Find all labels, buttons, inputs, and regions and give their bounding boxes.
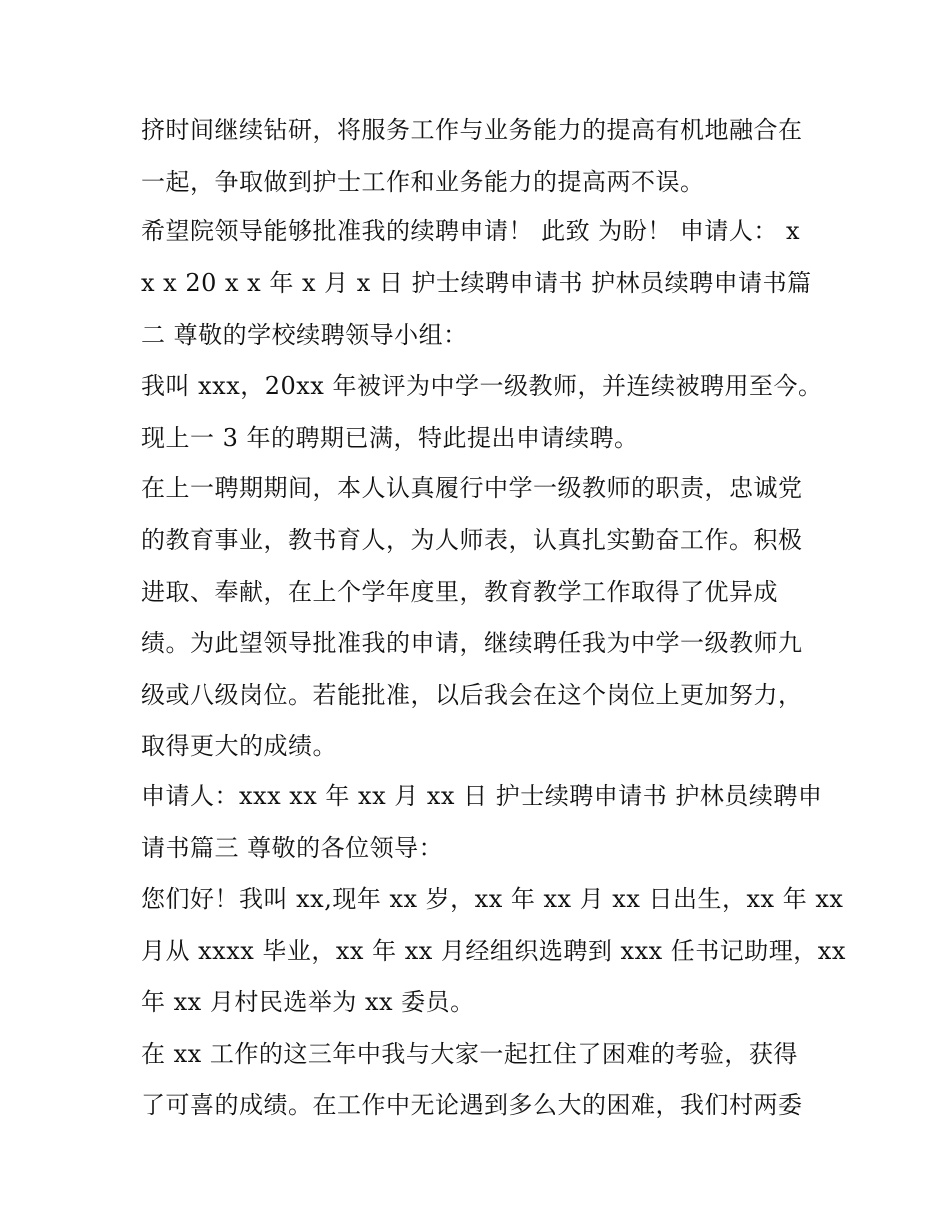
text-line: 在 xx 工作的这三年中我与大家一起扛住了困难的考验，获得 [141, 1040, 798, 1068]
text-line: 挤时间继续钻研，将服务工作与业务能力的提高有机地融合在 [141, 116, 803, 144]
text-line: 取得更大的成绩。 [141, 732, 337, 760]
text-line: 请书篇三 尊敬的各位领导： [141, 834, 444, 862]
text-line: 在上一聘期期间，本人认真履行中学一级教师的职责，忠诚党 [141, 474, 803, 502]
text-line: 您们好！我叫 xx,现年 xx 岁，xx 年 xx 月 xx 日出生，xx 年 xx [141, 885, 844, 913]
text-line: 绩。为此望领导批准我的申请，继续聘任我为中学一级教师九 [141, 629, 803, 657]
text-line: 级或八级岗位。若能批准，以后我会在这个岗位上更加努力， [141, 681, 803, 709]
text-line: 希望院领导能够批准我的续聘申请！ 此致 为盼！ 申请人： x [141, 217, 801, 245]
text-line: 现上一 3 年的聘期已满，特此提出申请续聘。 [141, 424, 639, 452]
text-line: 一起，争取做到护士工作和业务能力的提高两不误。 [141, 168, 705, 196]
text-line: 进取、奉献，在上个学年度里，教育教学工作取得了优异成 [141, 578, 778, 606]
text-line: 申请人：xxx xx 年 xx 月 xx 日 护士续聘申请书 护林员续聘申 [141, 782, 823, 810]
text-line: 了可喜的成绩。在工作中无论遇到多么大的困难，我们村两委 [141, 1091, 803, 1119]
text-line: 我叫 xxx，20xx 年被评为中学一级教师，并连续被聘用至今。 [141, 372, 823, 400]
text-line: x x 20 x x 年 x 月 x 日 护士续聘申请书 护林员续聘申请书篇 [141, 269, 812, 297]
text-line: 的教育事业，教书育人，为人师表，认真扎实勤奋工作。积极 [141, 526, 803, 554]
text-line: 月从 xxxx 毕业，xx 年 xx 月经组织选聘到 xxx 任书记助理，xx [141, 937, 846, 965]
text-line: 二 尊敬的学校续聘领导小组： [141, 321, 468, 349]
text-line: 年 xx 月村民选举为 xx 委员。 [141, 988, 475, 1016]
